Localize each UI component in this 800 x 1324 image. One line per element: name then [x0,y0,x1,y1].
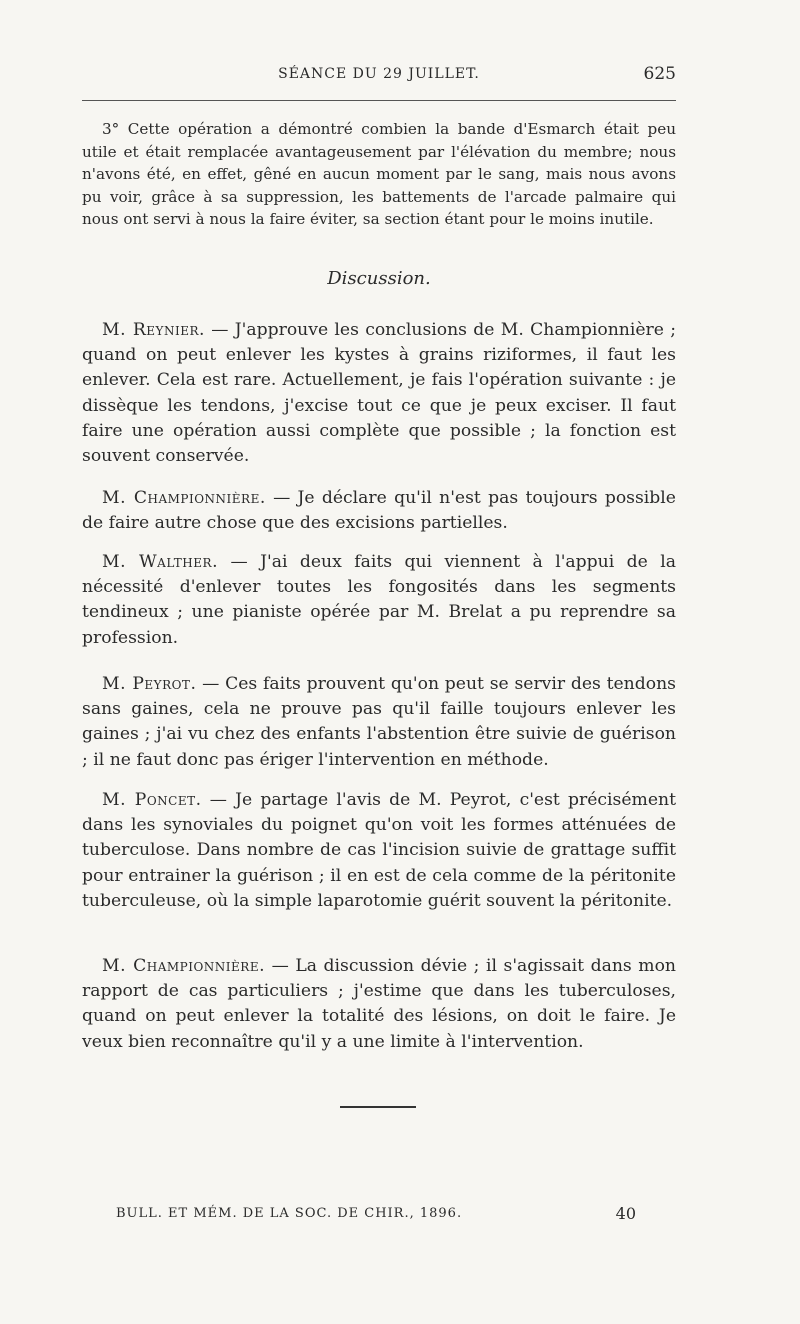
intervention-paragraph [82,486,676,536]
end-rule [340,1106,416,1108]
intervention-paragraph [82,550,676,651]
intervention-paragraph [82,954,676,1055]
intro-paragraph: 3° Cette opération a démontré combien la bande d'Esmarch était peu utile et était remplacée avantageusement par l'élévation du membre; nous n'avons été, en effet, gêné en aucun moment par le sang, mais nous avons pu voir, grâce à sa suppression, les battements de l'arcade palmaire qui nous ont servi à nous la faire éviter, sa section étant pour le moins inutile. [82,120,676,229]
speaker-name: M. Championnière. [102,488,266,508]
footer-citation: BULL. ET MÉM. DE LA SOC. DE CHIR., 1896. [116,1206,463,1221]
intervention-text: — J'approuve les conclusions de M. Championnière ; quand on peut enlever les kystes à grains riziformes, il faut les enlever. Cela est rare. Actuellement, je fais l'opération suivante : je dissèque les tendons, j'excise tout ce que je peux exciser. Il faut faire une opération aussi complète que possible ; la fonction est souvent conservée. [82,320,676,467]
intervention-paragraph [82,788,676,914]
intervention-text: — J'ai deux faits qui viennent à l'appui de la nécessité d'enlever toutes les fongosités dans les segments tendineux ; une pianiste opérée par M. Brelat a pu reprendre sa profession. [82,552,677,648]
speaker-name: M. Championnière. [102,956,266,976]
speaker-name: M. Poncet. [102,790,202,810]
page-number: 625 [643,64,676,84]
speaker-name: M. Peyrot. [102,674,197,694]
running-head-title: SÉANCE DU 29 JUILLET. [278,66,480,82]
signature-number: 40 [615,1204,636,1223]
intervention-text: — Je partage l'avis de M. Peyrot, c'est précisément dans les synoviales du poignet qu'on voit les formes atténuées de tuberculose. Dans nombre de cas l'incision suivie de grattage suffit pour entrainer la guérison ; il en est de cela comme de la péritonite tuberculeuse, où la simple laparotomie guérit souvent la péritonite. [82,790,676,911]
section-heading: Discussion. [327,268,431,289]
speaker-name: M. Reynier. [102,320,205,340]
intervention-text: — La discussion dévie ; il s'agissait dans mon rapport de cas particuliers ; j'estime que dans les tuberculoses, quand on peut enlever la totalité des lésions, on doit le faire. Je veux bien reconnaître qu'il y a une limite à l'intervention. [82,956,676,1052]
footer [116,1204,636,1228]
running-head [82,64,676,88]
intervention-paragraph [82,672,676,773]
intervention-text: — Ces faits prouvent qu'on peut se servir des tendons sans gaines, cela ne prouve pas qu'il faille toujours enlever les gaines ; j'ai vu chez des enfants l'abstention être suivie de guérison ; il ne faut donc pas ériger l'intervention en méthode. [82,674,676,770]
header-rule [82,100,676,101]
intervention-paragraph [82,318,676,469]
intervention-text: — Je déclare qu'il n'est pas toujours possible de faire autre chose que des excisions partielles. [82,488,676,534]
speaker-name: M. Walther. [102,552,219,572]
